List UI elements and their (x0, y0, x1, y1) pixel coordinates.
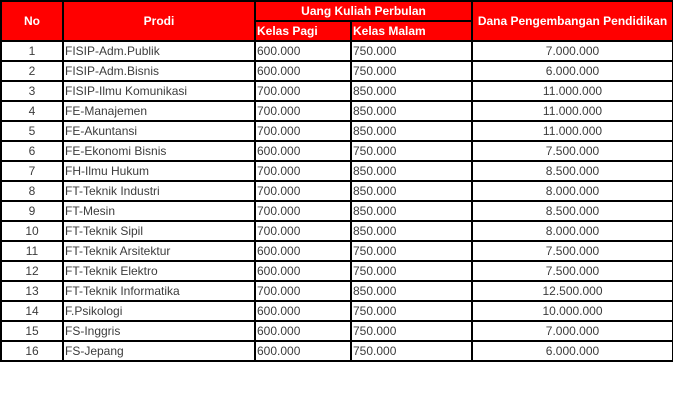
table-row (1, 281, 673, 301)
header-no: No (1, 1, 63, 41)
table-header (1, 1, 673, 41)
table-row (1, 221, 673, 241)
program-name: FT-Teknik Arsitektur (63, 241, 255, 261)
fee-kelas-malam: 750.000 (351, 321, 472, 341)
fee-dana-pengembangan: 11.000.000 (472, 121, 673, 141)
fee-kelas-pagi: 600.000 (255, 241, 351, 261)
table-row (1, 41, 673, 61)
table-row (1, 81, 673, 101)
fee-kelas-pagi: 700.000 (255, 101, 351, 121)
fee-kelas-malam: 750.000 (351, 261, 472, 281)
fee-dana-pengembangan: 8.000.000 (472, 181, 673, 201)
table-row (1, 241, 673, 261)
fee-dana-pengembangan: 7.500.000 (472, 261, 673, 281)
program-name: FT-Mesin (63, 201, 255, 221)
table-row (1, 101, 673, 121)
fee-kelas-pagi: 600.000 (255, 141, 351, 161)
fee-kelas-malam: 850.000 (351, 101, 472, 121)
fee-dana-pengembangan: 7.500.000 (472, 141, 673, 161)
table-row (1, 141, 673, 161)
program-name: FE-Ekonomi Bisnis (63, 141, 255, 161)
fee-dana-pengembangan: 12.500.000 (472, 281, 673, 301)
fee-kelas-pagi: 600.000 (255, 261, 351, 281)
fee-dana-pengembangan: 6.000.000 (472, 341, 673, 361)
fee-kelas-malam: 750.000 (351, 301, 472, 321)
header-row-main (1, 1, 673, 21)
fee-dana-pengembangan: 7.000.000 (472, 41, 673, 61)
row-number: 15 (1, 321, 63, 341)
table-row (1, 181, 673, 201)
fee-kelas-malam: 750.000 (351, 241, 472, 261)
table-row (1, 261, 673, 281)
row-number: 11 (1, 241, 63, 261)
row-number: 16 (1, 341, 63, 361)
row-number: 9 (1, 201, 63, 221)
row-number: 7 (1, 161, 63, 181)
table-row (1, 61, 673, 81)
program-name: FH-Ilmu Hukum (63, 161, 255, 181)
fee-dana-pengembangan: 8.500.000 (472, 161, 673, 181)
fee-dana-pengembangan: 10.000.000 (472, 301, 673, 321)
program-name: F.Psikologi (63, 301, 255, 321)
header-kelas-malam: Kelas Malam (351, 21, 472, 41)
fee-dana-pengembangan: 8.500.000 (472, 201, 673, 221)
fee-kelas-malam: 750.000 (351, 61, 472, 81)
row-number: 2 (1, 61, 63, 81)
table-row (1, 341, 673, 361)
row-number: 4 (1, 101, 63, 121)
fee-kelas-pagi: 700.000 (255, 221, 351, 241)
program-name: FT-Teknik Informatika (63, 281, 255, 301)
program-name: FS-Inggris (63, 321, 255, 341)
table-row (1, 301, 673, 321)
program-name: FE-Manajemen (63, 101, 255, 121)
row-number: 12 (1, 261, 63, 281)
program-name: FT-Teknik Industri (63, 181, 255, 201)
table-body (1, 41, 673, 361)
table-row (1, 121, 673, 141)
fee-dana-pengembangan: 6.000.000 (472, 61, 673, 81)
fee-kelas-pagi: 700.000 (255, 161, 351, 181)
fee-kelas-pagi: 600.000 (255, 41, 351, 61)
fee-kelas-malam: 850.000 (351, 201, 472, 221)
fee-dana-pengembangan: 7.500.000 (472, 241, 673, 261)
fee-dana-pengembangan: 11.000.000 (472, 81, 673, 101)
fee-kelas-malam: 850.000 (351, 161, 472, 181)
header-kelas-pagi: Kelas Pagi (255, 21, 351, 41)
row-number: 6 (1, 141, 63, 161)
row-number: 14 (1, 301, 63, 321)
fee-dana-pengembangan: 11.000.000 (472, 101, 673, 121)
row-number: 13 (1, 281, 63, 301)
program-name: FISIP-Adm.Publik (63, 41, 255, 61)
program-name: FT-Teknik Sipil (63, 221, 255, 241)
fee-kelas-pagi: 600.000 (255, 341, 351, 361)
row-number: 1 (1, 41, 63, 61)
fee-kelas-malam: 850.000 (351, 221, 472, 241)
fee-kelas-pagi: 600.000 (255, 321, 351, 341)
row-number: 3 (1, 81, 63, 101)
fee-kelas-malam: 750.000 (351, 341, 472, 361)
fee-kelas-pagi: 700.000 (255, 181, 351, 201)
fee-kelas-pagi: 700.000 (255, 281, 351, 301)
row-number: 8 (1, 181, 63, 201)
program-name: FISIP-Ilmu Komunikasi (63, 81, 255, 101)
fee-kelas-malam: 850.000 (351, 281, 472, 301)
fee-dana-pengembangan: 7.000.000 (472, 321, 673, 341)
table-row (1, 201, 673, 221)
program-name: FISIP-Adm.Bisnis (63, 61, 255, 81)
header-dana-pengembangan: Dana Pengembangan Pendidikan (472, 1, 673, 41)
fee-kelas-malam: 850.000 (351, 181, 472, 201)
fee-kelas-malam: 750.000 (351, 141, 472, 161)
fee-kelas-pagi: 700.000 (255, 201, 351, 221)
program-name: FE-Akuntansi (63, 121, 255, 141)
header-prodi: Prodi (63, 1, 255, 41)
fee-kelas-pagi: 600.000 (255, 301, 351, 321)
program-name: FT-Teknik Elektro (63, 261, 255, 281)
row-number: 10 (1, 221, 63, 241)
fee-kelas-malam: 850.000 (351, 81, 472, 101)
fee-dana-pengembangan: 8.000.000 (472, 221, 673, 241)
header-uang-kuliah: Uang Kuliah Perbulan (255, 1, 472, 21)
fee-kelas-pagi: 700.000 (255, 121, 351, 141)
fee-kelas-malam: 850.000 (351, 121, 472, 141)
fee-kelas-pagi: 700.000 (255, 81, 351, 101)
row-number: 5 (1, 121, 63, 141)
program-name: FS-Jepang (63, 341, 255, 361)
table-row (1, 161, 673, 181)
fee-kelas-malam: 750.000 (351, 41, 472, 61)
table-row (1, 321, 673, 341)
fee-kelas-pagi: 600.000 (255, 61, 351, 81)
